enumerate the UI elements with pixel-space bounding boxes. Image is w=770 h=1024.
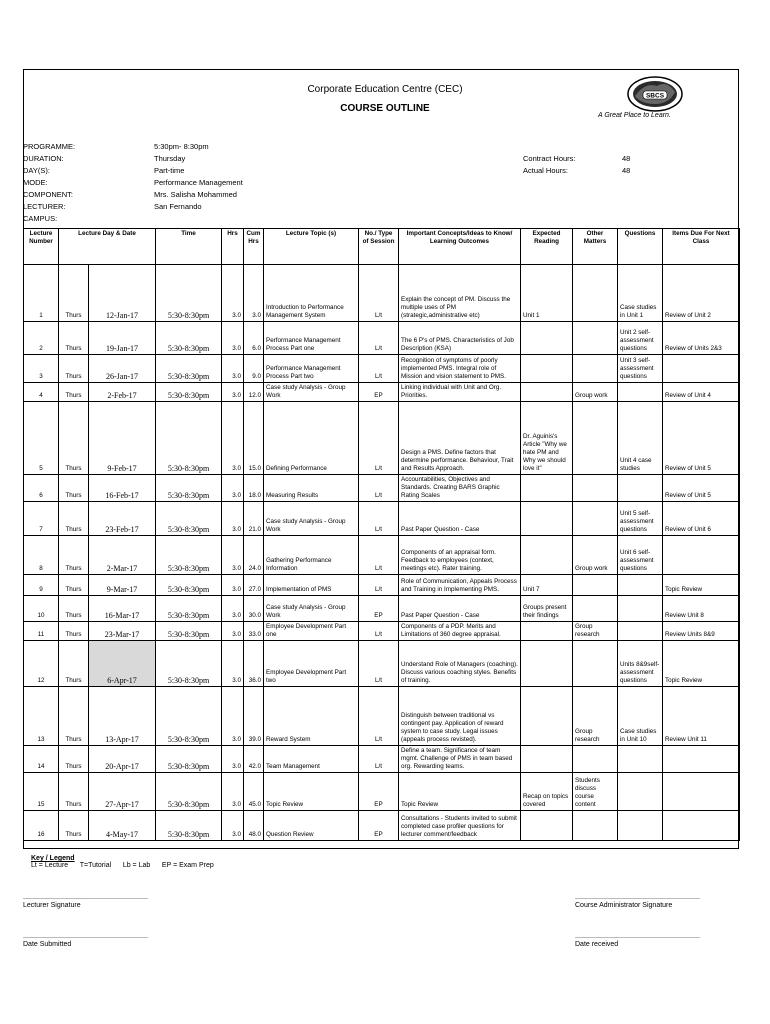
cumulative-hours-cell: 33.0 — [244, 622, 264, 641]
hours-values — [622, 153, 630, 177]
items-due-cell — [663, 536, 740, 575]
meta-label: DURATION: — [23, 154, 64, 163]
col-items-due: Items Due For Next Class — [663, 229, 740, 265]
lecture-time-cell: 5:30-8:30pm — [156, 622, 222, 641]
expected-reading-cell — [521, 502, 573, 536]
expected-reading-cell — [521, 475, 573, 502]
questions-cell: Units 8&9self-assessment questions — [618, 641, 663, 687]
session-type-cell: L/t — [359, 746, 399, 773]
lecture-date-cell: 4-May-17 — [89, 811, 156, 841]
hours-labels — [523, 153, 576, 177]
items-due-cell: Review Unit 8 — [663, 596, 740, 622]
lecture-date-cell: 16-Feb-17 — [89, 475, 156, 502]
table-row — [24, 536, 740, 575]
lecture-number-cell: 14 — [24, 746, 59, 773]
lecture-time-cell: 5:30-8:30pm — [156, 502, 222, 536]
lecture-topic-cell: Question Review — [264, 811, 359, 841]
meta-label: PROGRAMME: — [23, 142, 76, 151]
session-type-cell: EP — [359, 383, 399, 402]
questions-cell — [618, 811, 663, 841]
session-type-cell: EP — [359, 773, 399, 811]
lecture-topic-cell: Introduction to Performance Management System — [264, 265, 359, 322]
contract-hours-value: 48 — [622, 154, 631, 163]
table-row — [24, 622, 740, 641]
lecture-number-cell: 1 — [24, 265, 59, 322]
lecture-topic-cell: Case study Analysis - Group Work — [264, 502, 359, 536]
meta-label: CAMPUS: — [23, 214, 58, 223]
expected-reading-cell — [521, 746, 573, 773]
hours-cell: 3.0 — [222, 622, 244, 641]
cumulative-hours-cell: 45.0 — [244, 773, 264, 811]
items-due-cell: Review of Unit 5 — [663, 402, 740, 475]
questions-cell: Unit 2 self-assessment questions — [618, 322, 663, 355]
table-row — [24, 746, 740, 773]
table-row — [24, 322, 740, 355]
col-topic: Lecture Topic (s) — [264, 229, 359, 265]
cumulative-hours-cell: 30.0 — [244, 596, 264, 622]
lecture-topic-cell: Implementation of PMS — [264, 575, 359, 596]
hours-cell: 3.0 — [222, 355, 244, 383]
session-type-cell: L/t — [359, 355, 399, 383]
other-matters-cell — [573, 811, 618, 841]
table-row — [24, 596, 740, 622]
lecture-time-cell: 5:30-8:30pm — [156, 322, 222, 355]
lecture-time-cell: 5:30-8:30pm — [156, 383, 222, 402]
lecture-time-cell: 5:30-8:30pm — [156, 265, 222, 322]
lecture-number-cell: 11 — [24, 622, 59, 641]
questions-cell — [618, 773, 663, 811]
session-type-cell: L/t — [359, 265, 399, 322]
table-row — [24, 402, 740, 475]
concepts-cell: Components of an appraisal form. Feedback to employees (context, meetings etc). Rater training. — [399, 536, 521, 575]
lecture-day-cell: Thurs — [59, 773, 89, 811]
lecture-topic-cell: Gathering Performance Information — [264, 536, 359, 575]
lecture-number-cell: 12 — [24, 641, 59, 687]
lecture-number-cell: 15 — [24, 773, 59, 811]
table-row — [24, 475, 740, 502]
questions-cell — [618, 383, 663, 402]
meta-label: MODE: — [23, 178, 48, 187]
legend-items: Lt = Lecture T=Tutorial Lb = Lab EP = Exam Prep — [31, 862, 214, 869]
session-type-cell: L/t — [359, 575, 399, 596]
cumulative-hours-cell: 39.0 — [244, 687, 264, 746]
expected-reading-cell: Unit 1 — [521, 265, 573, 322]
questions-cell — [618, 622, 663, 641]
items-due-cell — [663, 811, 740, 841]
meta-labels — [23, 141, 75, 225]
lecture-topic-cell: Performance Management Process Part one — [264, 322, 359, 355]
lecture-day-cell: Thurs — [59, 355, 89, 383]
lecture-topic-cell: Case study Analysis - Group Work — [264, 596, 359, 622]
lecture-day-cell: Thurs — [59, 746, 89, 773]
lecture-day-cell: Thurs — [59, 575, 89, 596]
items-due-cell: Review of Unit 2 — [663, 265, 740, 322]
date-submitted-line — [23, 937, 148, 938]
table-header-row — [24, 229, 740, 265]
org-title: Corporate Education Centre (CEC) — [307, 84, 463, 95]
lecture-number-cell: 8 — [24, 536, 59, 575]
tagline: A Great Place to Learn. — [598, 112, 671, 119]
concepts-cell: Past Paper Question - Case — [399, 502, 521, 536]
lecture-topic-cell: Measuring Results — [264, 475, 359, 502]
table-row — [24, 641, 740, 687]
date-received-line — [575, 937, 700, 938]
concepts-cell: Design a PMS. Define factors that determine performance. Behaviour, Trait and Results Approach. — [399, 402, 521, 475]
table-row — [24, 773, 740, 811]
lecture-number-cell: 3 — [24, 355, 59, 383]
lecture-topic-cell: Employee Development Part one — [264, 622, 359, 641]
concepts-cell: Topic Review — [399, 773, 521, 811]
items-due-cell: Review Units 8&9 — [663, 622, 740, 641]
lecture-day-cell: Thurs — [59, 687, 89, 746]
lecture-number-cell: 5 — [24, 402, 59, 475]
expected-reading-cell: Unit 7 — [521, 575, 573, 596]
lecture-day-cell: Thurs — [59, 475, 89, 502]
lecture-topic-cell: Case study Analysis - Group Work — [264, 383, 359, 402]
questions-cell — [618, 746, 663, 773]
meta-value: Performance Management — [154, 178, 243, 187]
items-due-cell: Review of Units 2&3 — [663, 322, 740, 355]
session-type-cell: L/t — [359, 402, 399, 475]
expected-reading-cell — [521, 322, 573, 355]
sbcs-logo — [625, 74, 685, 114]
date-received-label: Date received — [575, 941, 619, 948]
expected-reading-cell — [521, 687, 573, 746]
course-outline-table — [23, 228, 740, 841]
table-row — [24, 265, 740, 322]
session-type-cell: L/t — [359, 475, 399, 502]
questions-cell: Unit 3 self-assessment questions — [618, 355, 663, 383]
cumulative-hours-cell: 3.0 — [244, 265, 264, 322]
questions-cell: Unit 5 self-assessment questions — [618, 502, 663, 536]
lecture-day-cell: Thurs — [59, 265, 89, 322]
other-matters-cell — [573, 596, 618, 622]
items-due-cell — [663, 773, 740, 811]
session-type-cell: EP — [359, 811, 399, 841]
lecturer-signature-line — [23, 898, 148, 899]
cumulative-hours-cell: 6.0 — [244, 322, 264, 355]
expected-reading-cell — [521, 383, 573, 402]
items-due-cell — [663, 355, 740, 383]
other-matters-cell: Students discuss course content — [573, 773, 618, 811]
lecture-day-cell: Thurs — [59, 402, 89, 475]
meta-label: COMPONENT: — [23, 190, 74, 199]
lecture-time-cell: 5:30-8:30pm — [156, 355, 222, 383]
lecturer-signature-label: Lecturer Signature — [23, 902, 81, 909]
concepts-cell: Distinguish between traditional vs contingent pay. Application of reward system to case study. Legal issues (appeals process revisted). — [399, 687, 521, 746]
lecture-day-cell: Thurs — [59, 596, 89, 622]
lecture-topic-cell: Employee Development Part two — [264, 641, 359, 687]
other-matters-cell: Group work — [573, 383, 618, 402]
lecture-date-cell: 27-Apr-17 — [89, 773, 156, 811]
admin-signature-line — [575, 898, 700, 899]
session-type-cell: L/t — [359, 536, 399, 575]
session-type-cell: L/t — [359, 687, 399, 746]
lecture-topic-cell: Reward System — [264, 687, 359, 746]
contract-hours-label: Contract Hours: — [523, 154, 576, 163]
lecture-time-cell: 5:30-8:30pm — [156, 773, 222, 811]
questions-cell: Case studies in Unit 1 — [618, 265, 663, 322]
items-due-cell — [663, 746, 740, 773]
lecture-time-cell: 5:30-8:30pm — [156, 575, 222, 596]
lecture-day-cell: Thurs — [59, 536, 89, 575]
lecture-date-cell: 23-Feb-17 — [89, 502, 156, 536]
lecture-number-cell: 13 — [24, 687, 59, 746]
lecture-day-cell: Thurs — [59, 502, 89, 536]
concepts-cell: Past Paper Question - Case — [399, 596, 521, 622]
questions-cell — [618, 596, 663, 622]
col-cum-hrs: Cum Hrs — [244, 229, 264, 265]
expected-reading-cell: Groups present their findings — [521, 596, 573, 622]
table-row — [24, 383, 740, 402]
other-matters-cell — [573, 265, 618, 322]
lecture-day-cell: Thurs — [59, 322, 89, 355]
expected-reading-cell — [521, 622, 573, 641]
lecture-time-cell: 5:30-8:30pm — [156, 475, 222, 502]
lecture-date-cell: 19-Jan-17 — [89, 322, 156, 355]
lecture-day-cell: Thurs — [59, 622, 89, 641]
lecture-number-cell: 4 — [24, 383, 59, 402]
lecture-date-cell: 9-Feb-17 — [89, 402, 156, 475]
expected-reading-cell: Recap on topics covered — [521, 773, 573, 811]
doc-title: COURSE OUTLINE — [340, 103, 430, 114]
lecture-date-cell: 13-Apr-17 — [89, 687, 156, 746]
questions-cell — [618, 575, 663, 596]
table-row — [24, 575, 740, 596]
cumulative-hours-cell: 27.0 — [244, 575, 264, 596]
expected-reading-cell: Dr. Aguinis's Article "Why we hate PM and Why we should love it" — [521, 402, 573, 475]
date-submitted-label: Date Submitted — [23, 941, 72, 948]
lecture-date-cell: 23-Mar-17 — [89, 622, 156, 641]
expected-reading-cell — [521, 811, 573, 841]
col-concepts: Important Concepts/Ideas to Know/ Learning Outcomes — [399, 229, 521, 265]
lecture-day-cell: Thurs — [59, 641, 89, 687]
lecture-time-cell: 5:30-8:30pm — [156, 811, 222, 841]
lecture-day-cell: Thurs — [59, 383, 89, 402]
col-time: Time — [156, 229, 222, 265]
other-matters-cell: Group research — [573, 622, 618, 641]
lecture-time-cell: 5:30-8:30pm — [156, 641, 222, 687]
questions-cell: Case studies in Unit 10 — [618, 687, 663, 746]
questions-cell: Unit 6 self-assessment questions — [618, 536, 663, 575]
cumulative-hours-cell: 18.0 — [244, 475, 264, 502]
lecture-topic-cell: Team Management — [264, 746, 359, 773]
expected-reading-cell — [521, 536, 573, 575]
table-row — [24, 502, 740, 536]
concepts-cell: Explain the concept of PM. Discuss the multiple uses of PM (strategic,administrative etc) — [399, 265, 521, 322]
cumulative-hours-cell: 9.0 — [244, 355, 264, 383]
hours-cell: 3.0 — [222, 575, 244, 596]
legend-title: Key / Legend — [31, 855, 75, 862]
actual-hours-value: 48 — [622, 166, 631, 175]
items-due-cell: Topic Review — [663, 641, 740, 687]
session-type-cell: L/t — [359, 322, 399, 355]
expected-reading-cell — [521, 355, 573, 383]
hours-cell: 3.0 — [222, 641, 244, 687]
lecture-date-cell: 2-Feb-17 — [89, 383, 156, 402]
meta-value: Mrs. Salisha Mohammed — [154, 190, 237, 199]
cumulative-hours-cell: 15.0 — [244, 402, 264, 475]
actual-hours-label: Actual Hours: — [523, 166, 569, 175]
items-due-cell: Topic Review — [663, 575, 740, 596]
meta-value: San Fernando — [154, 202, 202, 211]
other-matters-cell — [573, 402, 618, 475]
meta-value: Part-time — [154, 166, 185, 175]
questions-cell: Unit 4 case studies — [618, 402, 663, 475]
other-matters-cell — [573, 641, 618, 687]
lecture-time-cell: 5:30-8:30pm — [156, 536, 222, 575]
lecture-date-cell: 6-Apr-17 — [89, 641, 156, 687]
expected-reading-cell — [521, 641, 573, 687]
items-due-cell: Review Unit 11 — [663, 687, 740, 746]
logo-text: SBCS — [645, 92, 665, 100]
lecture-date-cell: 2-Mar-17 — [89, 536, 156, 575]
other-matters-cell — [573, 322, 618, 355]
lecture-number-cell: 2 — [24, 322, 59, 355]
other-matters-cell — [573, 502, 618, 536]
concepts-cell: The 6 P's of PMS. Characteristics of Job Description (KSA) — [399, 322, 521, 355]
concepts-cell: Define a team. Significance of team mgmt. Challenge of PMS in team based org. Rewarding teams. — [399, 746, 521, 773]
admin-signature-label: Course Administrator Signature — [575, 902, 673, 909]
lecture-date-cell: 26-Jan-17 — [89, 355, 156, 383]
lecture-time-cell: 5:30-8:30pm — [156, 402, 222, 475]
meta-label: DAY(S): — [23, 166, 50, 175]
lecture-date-cell: 16-Mar-17 — [89, 596, 156, 622]
other-matters-cell: Group research — [573, 687, 618, 746]
cumulative-hours-cell: 21.0 — [244, 502, 264, 536]
hours-cell: 3.0 — [222, 687, 244, 746]
col-lecture-number: Lecture Number — [24, 229, 59, 265]
lecture-time-cell: 5:30-8:30pm — [156, 596, 222, 622]
concepts-cell: Role of Communication, Appeals Process and Training in Implementing PMS. — [399, 575, 521, 596]
hours-cell: 3.0 — [222, 322, 244, 355]
legend — [31, 855, 214, 869]
hours-cell: 3.0 — [222, 811, 244, 841]
hours-cell: 3.0 — [222, 502, 244, 536]
col-lecture-date: Lecture Day & Date — [59, 229, 156, 265]
other-matters-cell — [573, 746, 618, 773]
session-type-cell: EP — [359, 596, 399, 622]
hours-cell: 3.0 — [222, 475, 244, 502]
lecture-number-cell: 16 — [24, 811, 59, 841]
concepts-cell: Components of a PDP. Merits and Limitations of 360 degree appraisal. — [399, 622, 521, 641]
meta-values — [154, 141, 243, 213]
lecture-topic-cell: Topic Review — [264, 773, 359, 811]
hours-cell: 3.0 — [222, 402, 244, 475]
concepts-cell: Consultations - Students invited to submit completed case profiler questions for lecturer comment/feedback — [399, 811, 521, 841]
lecture-date-cell: 12-Jan-17 — [89, 265, 156, 322]
hours-cell: 3.0 — [222, 746, 244, 773]
cumulative-hours-cell: 48.0 — [244, 811, 264, 841]
session-type-cell: L/t — [359, 622, 399, 641]
meta-value: 5:30pm- 8:30pm — [154, 142, 209, 151]
questions-cell — [618, 475, 663, 502]
lecture-number-cell: 10 — [24, 596, 59, 622]
items-due-cell: Review of Unit 4 — [663, 383, 740, 402]
meta-label: LECTURER: — [23, 202, 66, 211]
meta-value: Thursday — [154, 154, 186, 163]
hours-cell: 3.0 — [222, 536, 244, 575]
cumulative-hours-cell: 42.0 — [244, 746, 264, 773]
other-matters-cell — [573, 575, 618, 596]
lecture-day-cell: Thurs — [59, 811, 89, 841]
lecture-time-cell: 5:30-8:30pm — [156, 746, 222, 773]
concepts-cell: Understand Role of Managers (coaching). Discuss various coaching styles. Benefits of training. — [399, 641, 521, 687]
concepts-cell: Accountabilities, Objectives and Standards. Creating BARS Graphic Rating Scales — [399, 475, 521, 502]
other-matters-cell — [573, 355, 618, 383]
concepts-cell: Recognition of symptoms of poorly implemented PMS. Integral role of Mission and vision statement to PMS. — [399, 355, 521, 383]
lecture-date-cell: 9-Mar-17 — [89, 575, 156, 596]
lecture-topic-cell: Defining Performance — [264, 402, 359, 475]
hours-cell: 3.0 — [222, 383, 244, 402]
other-matters-cell — [573, 475, 618, 502]
items-due-cell: Review of Unit 5 — [663, 475, 740, 502]
hours-cell: 3.0 — [222, 773, 244, 811]
lecture-topic-cell: Performance Management Process Part two — [264, 355, 359, 383]
session-type-cell: L/t — [359, 502, 399, 536]
lecture-number-cell: 7 — [24, 502, 59, 536]
col-session-type: No./ Type of Session — [359, 229, 399, 265]
col-questions: Questions — [618, 229, 663, 265]
lecture-number-cell: 6 — [24, 475, 59, 502]
col-hrs: Hrs — [222, 229, 244, 265]
table-row — [24, 355, 740, 383]
table-row — [24, 811, 740, 841]
session-type-cell: L/t — [359, 641, 399, 687]
hours-cell: 3.0 — [222, 596, 244, 622]
col-reading: Expected Reading — [521, 229, 573, 265]
items-due-cell: Review of Unit 6 — [663, 502, 740, 536]
cumulative-hours-cell: 12.0 — [244, 383, 264, 402]
lecture-number-cell: 9 — [24, 575, 59, 596]
hours-cell: 3.0 — [222, 265, 244, 322]
other-matters-cell: Group work — [573, 536, 618, 575]
col-other: Other Matters — [573, 229, 618, 265]
table-row — [24, 687, 740, 746]
lecture-time-cell: 5:30-8:30pm — [156, 687, 222, 746]
lecture-date-cell: 20-Apr-17 — [89, 746, 156, 773]
cumulative-hours-cell: 24.0 — [244, 536, 264, 575]
cumulative-hours-cell: 36.0 — [244, 641, 264, 687]
concepts-cell: Linking individual with Unit and Org. Priorities. — [399, 383, 521, 402]
